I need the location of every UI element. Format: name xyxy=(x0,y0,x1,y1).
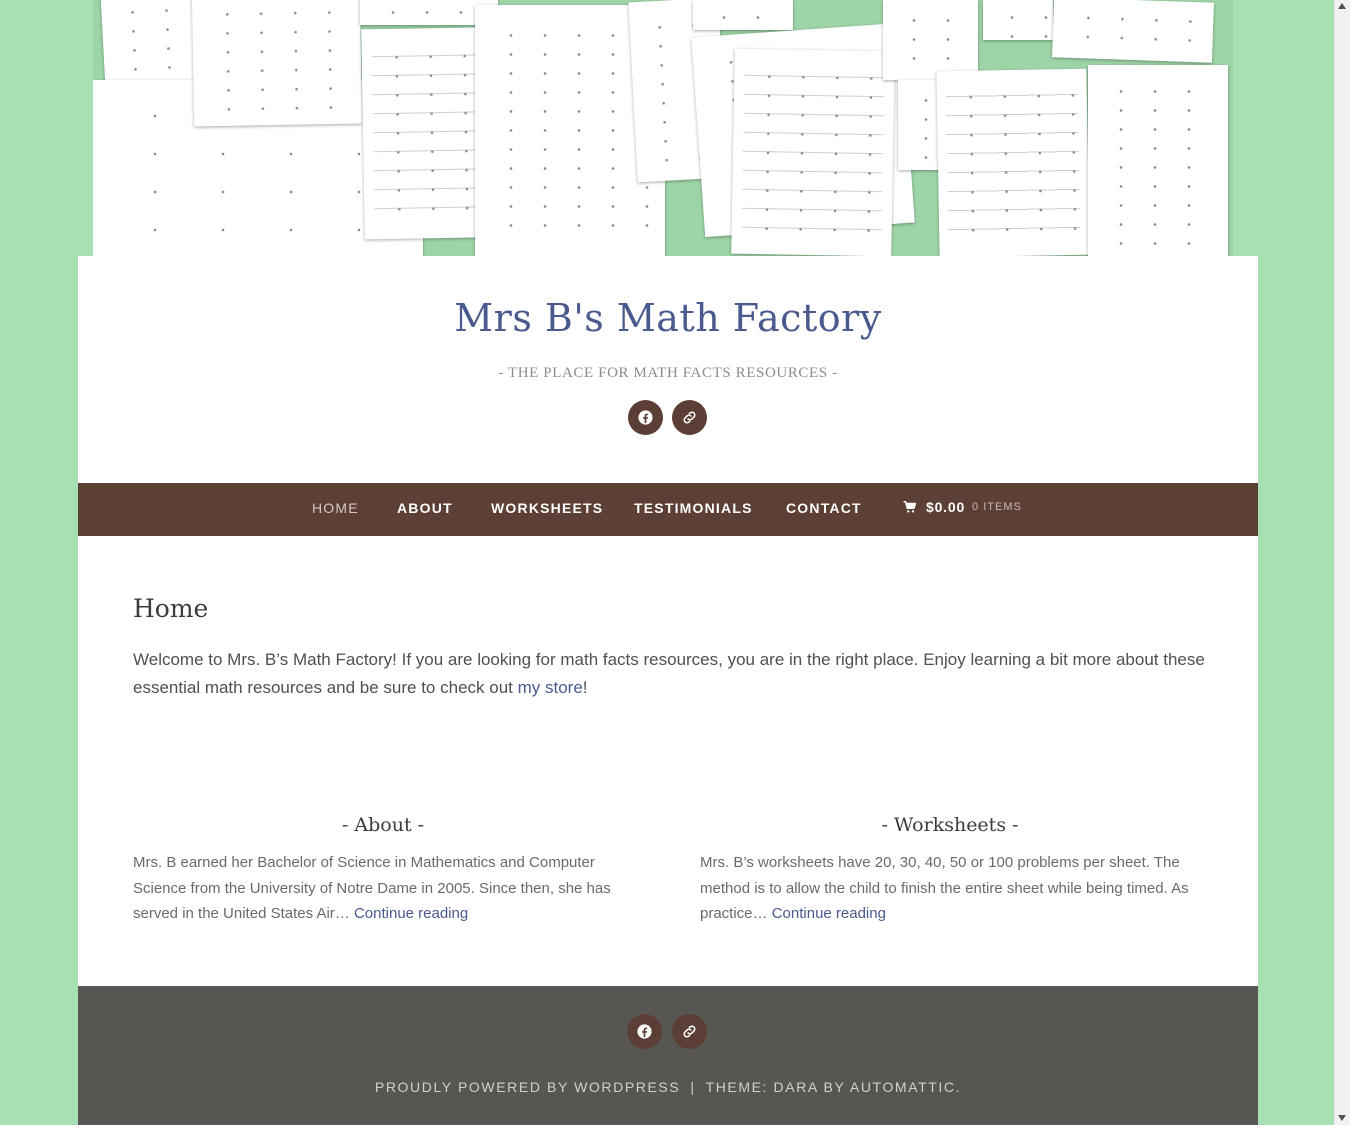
cart-item-count: 0 ITEMS xyxy=(972,501,1022,513)
cart-icon xyxy=(903,500,917,514)
worksheet-image xyxy=(883,0,978,80)
site-tagline: - THE PLACE FOR MATH FACTS RESOURCES - xyxy=(498,365,838,381)
facebook-button[interactable] xyxy=(628,400,663,435)
worksheets-continue-reading-link[interactable]: Continue reading xyxy=(771,905,886,922)
worksheet-image xyxy=(1088,65,1228,256)
scroll-down-arrow-icon[interactable] xyxy=(1338,1115,1346,1121)
link-button[interactable] xyxy=(672,400,707,435)
vertical-scrollbar[interactable] xyxy=(1334,0,1350,1125)
worksheet-image xyxy=(192,0,362,126)
intro-text: Welcome to Mrs. B’s Math Factory! If you are looking for math facts resources, you are in the right place. Enjoy learning a bit more about these essential math resources and be sure to check out xyxy=(133,650,1205,697)
footer-credits xyxy=(78,1079,1258,1095)
facebook-icon xyxy=(636,1023,653,1040)
social-links xyxy=(628,400,707,435)
theme-credit-link[interactable]: THEME: DARA BY AUTOMATTIC. xyxy=(705,1079,962,1095)
nav-about[interactable]: ABOUT xyxy=(397,500,453,516)
cart-amount: $0.00 xyxy=(926,499,966,515)
intro-end: ! xyxy=(582,678,588,697)
about-continue-reading-link[interactable]: Continue reading xyxy=(353,905,469,922)
store-link[interactable]: my store xyxy=(517,678,583,697)
nav-contact[interactable]: CONTACT xyxy=(786,500,862,516)
site-footer xyxy=(78,986,1258,1125)
worksheet-image xyxy=(693,0,793,30)
footer-link-button[interactable] xyxy=(672,1014,707,1049)
facebook-icon xyxy=(637,409,654,426)
worksheets-excerpt-text: Mrs. B’s worksheets have 20, 30, 40, 50 or 100 problems per sheet. The method is to allow the child to finish the entire sheet while being timed. As practice… xyxy=(700,854,1189,922)
worksheet-image xyxy=(936,69,1089,256)
link-icon xyxy=(681,1023,698,1040)
about-excerpt-text: Mrs. B earned her Bachelor of Science in Mathematics and Computer Science from the University of Notre Dame in 2005. Since then, she has served in the United States Air… xyxy=(133,854,611,922)
footer-facebook-button[interactable] xyxy=(627,1014,662,1049)
worksheet-image xyxy=(100,0,200,92)
nav-testimonials[interactable]: TESTIMONIALS xyxy=(634,500,753,516)
scroll-up-arrow-icon[interactable] xyxy=(1338,3,1346,9)
link-icon xyxy=(681,409,698,426)
worksheet-image xyxy=(1052,0,1214,63)
page-title: Home xyxy=(133,594,209,623)
main-page xyxy=(78,256,1258,986)
footer-social-links xyxy=(627,1014,707,1049)
about-heading[interactable]: - About - xyxy=(341,814,425,836)
worksheets-excerpt xyxy=(700,850,1195,927)
cart-link[interactable] xyxy=(903,499,1022,515)
site-title[interactable]: Mrs B's Math Factory xyxy=(454,296,882,340)
header-image xyxy=(93,0,1233,256)
worksheets-heading[interactable]: - Worksheets - xyxy=(881,814,1019,836)
about-excerpt xyxy=(133,850,623,927)
worksheet-image xyxy=(983,0,1053,40)
nav-home[interactable]: HOME xyxy=(312,500,359,516)
nav-worksheets[interactable]: WORKSHEETS xyxy=(491,500,604,516)
main-navigation xyxy=(78,483,1258,536)
footer-separator: | xyxy=(690,1079,696,1095)
intro-paragraph xyxy=(133,646,1208,702)
powered-by-link[interactable]: PROUDLY POWERED BY WORDPRESS xyxy=(374,1079,681,1095)
worksheet-image xyxy=(731,49,895,256)
